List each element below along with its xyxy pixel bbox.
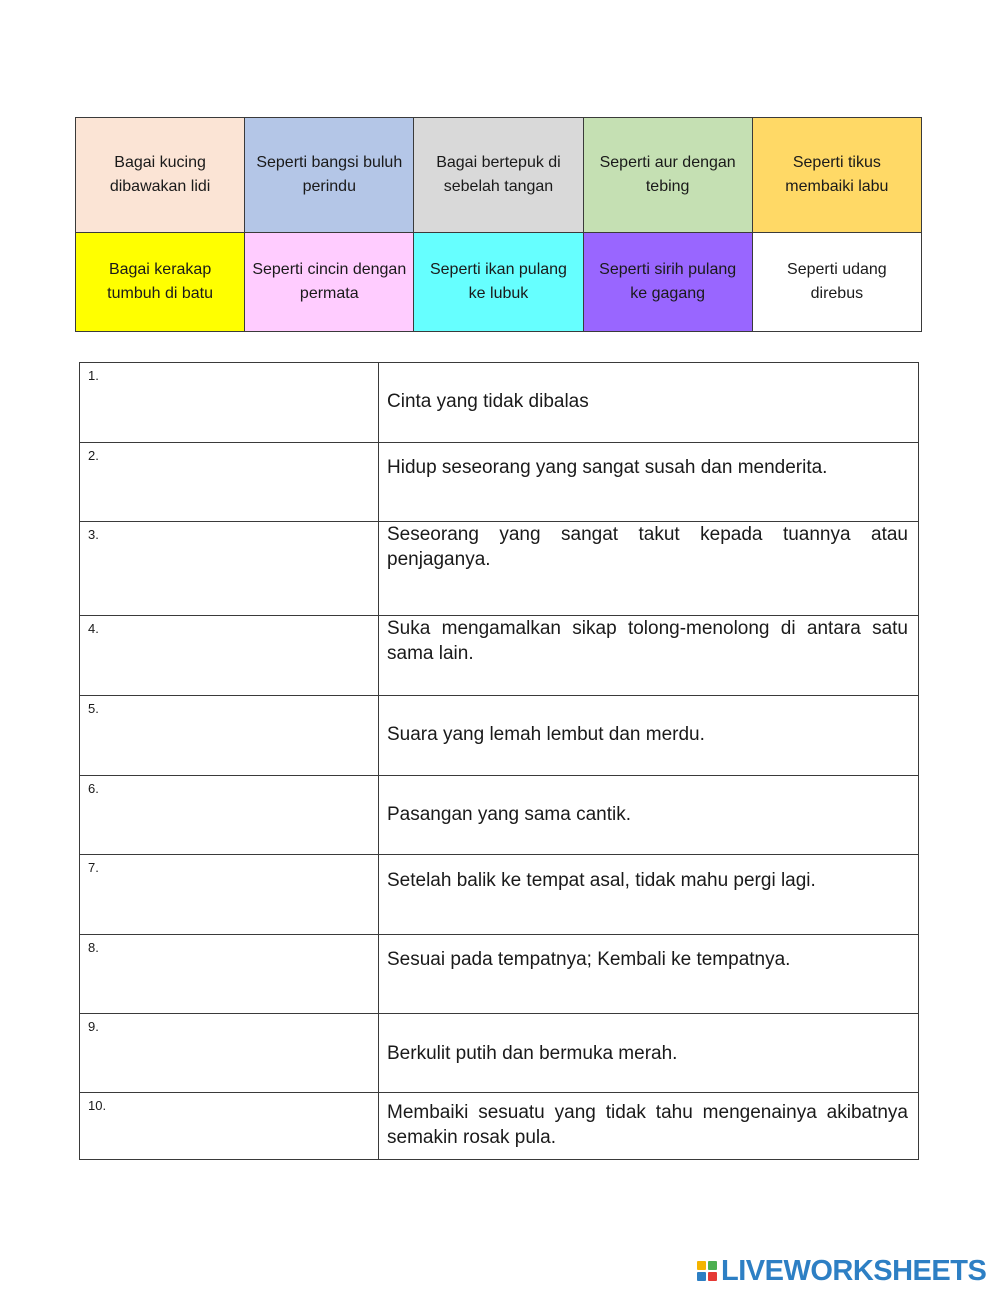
- meaning-cell: [379, 935, 919, 1014]
- table-row: [80, 522, 919, 616]
- logo-square: [708, 1261, 717, 1270]
- meaning-cell: [379, 776, 919, 855]
- meaning-cell: [379, 616, 919, 696]
- meaning-text: Seseorang yang sangat takut kepada tuannya atau penjaganya.: [387, 524, 908, 570]
- answer-cell[interactable]: [80, 855, 379, 935]
- meaning-text: Hidup seseorang yang sangat susah dan menderita.: [387, 457, 828, 478]
- table-row: [80, 855, 919, 935]
- meaning-cell: [379, 1093, 919, 1160]
- meaning-text: Sesuai pada tempatnya; Kembali ke tempatnya.: [387, 949, 791, 970]
- table-row: [80, 616, 919, 696]
- meaning-text: Setelah balik ke tempat asal, tidak mahu pergi lagi.: [387, 870, 816, 891]
- meaning-text: Berkulit putih dan bermuka merah.: [387, 1043, 678, 1064]
- answer-cell[interactable]: [80, 696, 379, 776]
- meaning-text: Suara yang lemah lembut dan merdu.: [387, 724, 705, 745]
- word-bank-cell: Bagai kerakap tumbuh di batu: [76, 233, 245, 332]
- meaning-cell: [379, 855, 919, 935]
- question-number: 8.: [88, 940, 99, 955]
- meaning-text: Membaiki sesuatu yang tidak tahu mengenainya akibatnya semakin rosak pula.: [387, 1102, 908, 1148]
- word-bank-cell: Seperti cincin dengan permata: [245, 233, 414, 332]
- logo-square: [708, 1272, 717, 1281]
- meaning-cell: [379, 1014, 919, 1093]
- answer-cell[interactable]: [80, 363, 379, 443]
- meaning-text: Suka mengamalkan sikap tolong-menolong di antara satu sama lain.: [387, 618, 908, 664]
- answer-cell[interactable]: [80, 616, 379, 696]
- question-number: 9.: [88, 1019, 99, 1034]
- meaning-cell: [379, 363, 919, 443]
- question-number: 10.: [88, 1098, 107, 1113]
- answer-cell[interactable]: [80, 1093, 379, 1160]
- answer-table: [79, 362, 919, 1160]
- question-number: 5.: [88, 701, 99, 716]
- meaning-cell: [379, 522, 919, 616]
- table-row: [80, 363, 919, 443]
- question-number: 7.: [88, 860, 99, 875]
- liveworksheets-logo: [697, 1253, 986, 1289]
- word-bank-cell: Seperti ikan pulang ke lubuk: [414, 233, 583, 332]
- table-row: [80, 443, 919, 522]
- table-row: [80, 776, 919, 855]
- meaning-text: Cinta yang tidak dibalas: [387, 391, 589, 412]
- table-row: [80, 696, 919, 776]
- logo-text: LIVEWORKSHEETS: [721, 1254, 987, 1287]
- word-bank-cell: Seperti tikus membaiki labu: [752, 118, 921, 233]
- question-number: 4.: [88, 621, 99, 636]
- answer-cell[interactable]: [80, 1014, 379, 1093]
- logo-square: [697, 1261, 706, 1270]
- table-row: [80, 1014, 919, 1093]
- meaning-cell: [379, 696, 919, 776]
- word-bank-cell: Seperti udang direbus: [752, 233, 921, 332]
- question-number: 6.: [88, 781, 99, 796]
- answer-cell[interactable]: [80, 443, 379, 522]
- meaning-cell: [379, 443, 919, 522]
- question-number: 2.: [88, 448, 99, 463]
- answer-cell[interactable]: [80, 776, 379, 855]
- word-bank-cell: Seperti aur dengan tebing: [583, 118, 752, 233]
- table-row: [80, 935, 919, 1014]
- answer-cell[interactable]: [80, 935, 379, 1014]
- word-bank-cell: Seperti sirih pulang ke gagang: [583, 233, 752, 332]
- meaning-text: Pasangan yang sama cantik.: [387, 804, 631, 825]
- logo-mark-icon: [697, 1261, 717, 1281]
- word-bank-cell: Bagai bertepuk di sebelah tangan: [414, 118, 583, 233]
- question-number: 1.: [88, 368, 99, 383]
- idiom-word-bank: [75, 117, 922, 332]
- word-bank-cell: Seperti bangsi buluh perindu: [245, 118, 414, 233]
- logo-square: [697, 1272, 706, 1281]
- table-row: [80, 1093, 919, 1160]
- word-bank-cell: Bagai kucing dibawakan lidi: [76, 118, 245, 233]
- question-number: 3.: [88, 527, 99, 542]
- answer-cell[interactable]: [80, 522, 379, 616]
